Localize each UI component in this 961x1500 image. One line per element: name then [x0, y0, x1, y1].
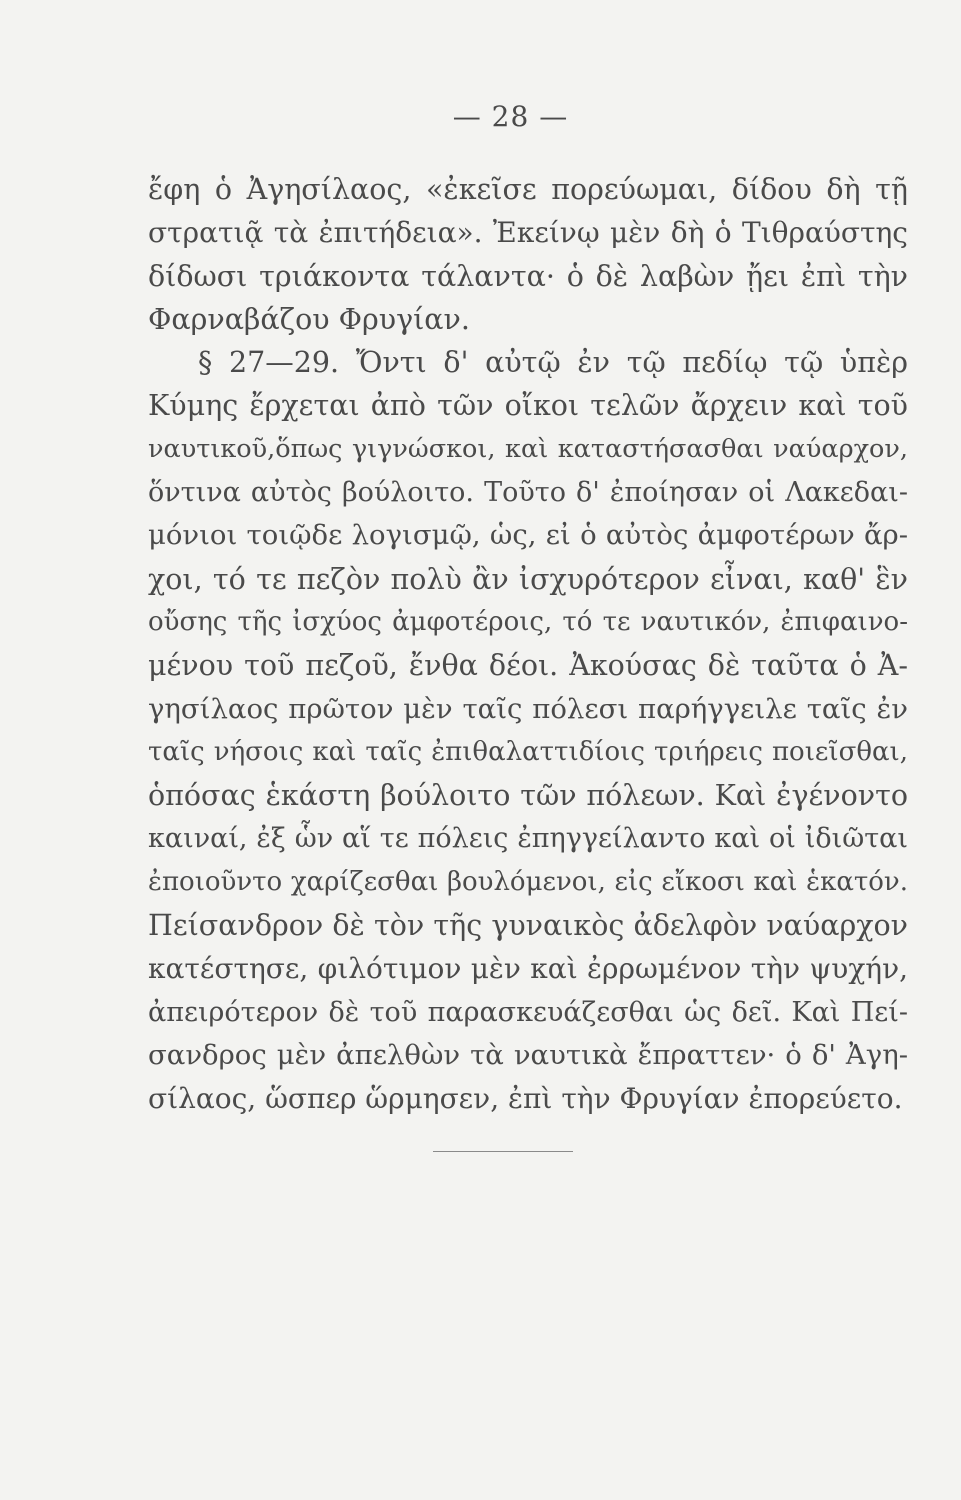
section-separator-rule — [433, 1151, 573, 1152]
text-line: οὔσης τῆς ἰσχύος ἀμφοτέροις, τό τε ναυτικόν, ἐπιφαινο- — [148, 606, 908, 637]
text-line: ὅντινα αὐτὸς βούλοιτο. Τοῦτο δ' ἐποίησαν οἱ Λακεδαι- — [148, 477, 908, 509]
text-line: μένου τοῦ πεζοῦ, ἔνθα δέοι. Ἀκούσας δὲ ταῦτα ὁ Ἀ- — [148, 649, 908, 683]
text-line: κατέστησε, φιλότιμον μὲν καὶ ἐρρωμένον τὴν ψυχήν, — [148, 952, 908, 986]
text-line: Φαρναβάζου Φρυγίαν. — [148, 302, 470, 336]
text-line: καιναί, ἐξ ὧν αἵ τε πόλεις ἐπηγγείλαντο καὶ οἱ ἰδιῶται — [148, 823, 908, 855]
body-text — [148, 168, 908, 1121]
text-line: μόνιοι τοιῷδε λογισμῷ, ὡς, εἰ ὁ αὐτὸς ἀμφοτέρων ἄρ- — [148, 519, 908, 552]
text-line: στρατιᾷ τὰ ἐπιτήδεια». Ἐκείνῳ μὲν δὴ ὁ Τιθραύστης — [148, 216, 908, 250]
text-line: Πείσανδρον δὲ τὸν τῆς γυναικὸς ἀδελφὸν ναύαρχον — [148, 909, 908, 943]
page-number: — 28 — — [452, 100, 569, 133]
text-line: Κύμης ἔρχεται ἀπὸ τῶν οἴκοι τελῶν ἄρχειν καὶ τοῦ — [148, 389, 908, 423]
text-line: γησίλαος πρῶτον μὲν ταῖς πόλεσι παρήγγειλε ταῖς ἐν — [148, 692, 908, 725]
section-heading-line: § 27—29. Ὄντι δ' αὐτῷ ἐν τῷ πεδίῳ τῷ ὑπὲρ — [198, 346, 908, 380]
text-line: ναυτικοῦ,ὅπως γιγνώσκοι, καὶ καταστήσασθαι ναύαρχον, — [148, 433, 908, 464]
text-line: ἔφη ὁ Ἀγησίλαος, «ἐκεῖσε πορεύωμαι, δίδου δὴ τῇ — [148, 173, 908, 206]
text-line: χοι, τό τε πεζὸν πολὺ ἂν ἰσχυρότερον εἶναι, καθ' ἓν — [148, 562, 908, 596]
text-line: ἐποιοῦντο χαρίζεσθαι βουλόμενοι, εἰς εἴκοσι καὶ ἑκατόν. — [148, 866, 908, 897]
text-line: σίλαος, ὥσπερ ὥρμησεν, ἐπὶ τὴν Φρυγίαν ἐπορεύετο. — [148, 1082, 903, 1116]
text-line: δίδωσι τριάκοντα τάλαντα· ὁ δὲ λαβὼν ᾔει ἐπὶ τὴν — [148, 259, 908, 293]
text-line: ἀπειρότερον δὲ τοῦ παρασκευάζεσθαι ὡς δεῖ. Καὶ Πεί- — [148, 996, 908, 1028]
text-line: ὁπόσας ἑκάστη βούλοιτο τῶν πόλεων. Καὶ ἐγένοντο — [148, 779, 908, 813]
text-line: ταῖς νήσοις καὶ ταῖς ἐπιθαλαττιδίοις τριήρεις ποιεῖσθαι, — [148, 736, 908, 767]
text-line: σανδρος μὲν ἀπελθὼν τὰ ναυτικὰ ἔπραττεν· ὁ δ' Ἀγη- — [148, 1038, 908, 1071]
